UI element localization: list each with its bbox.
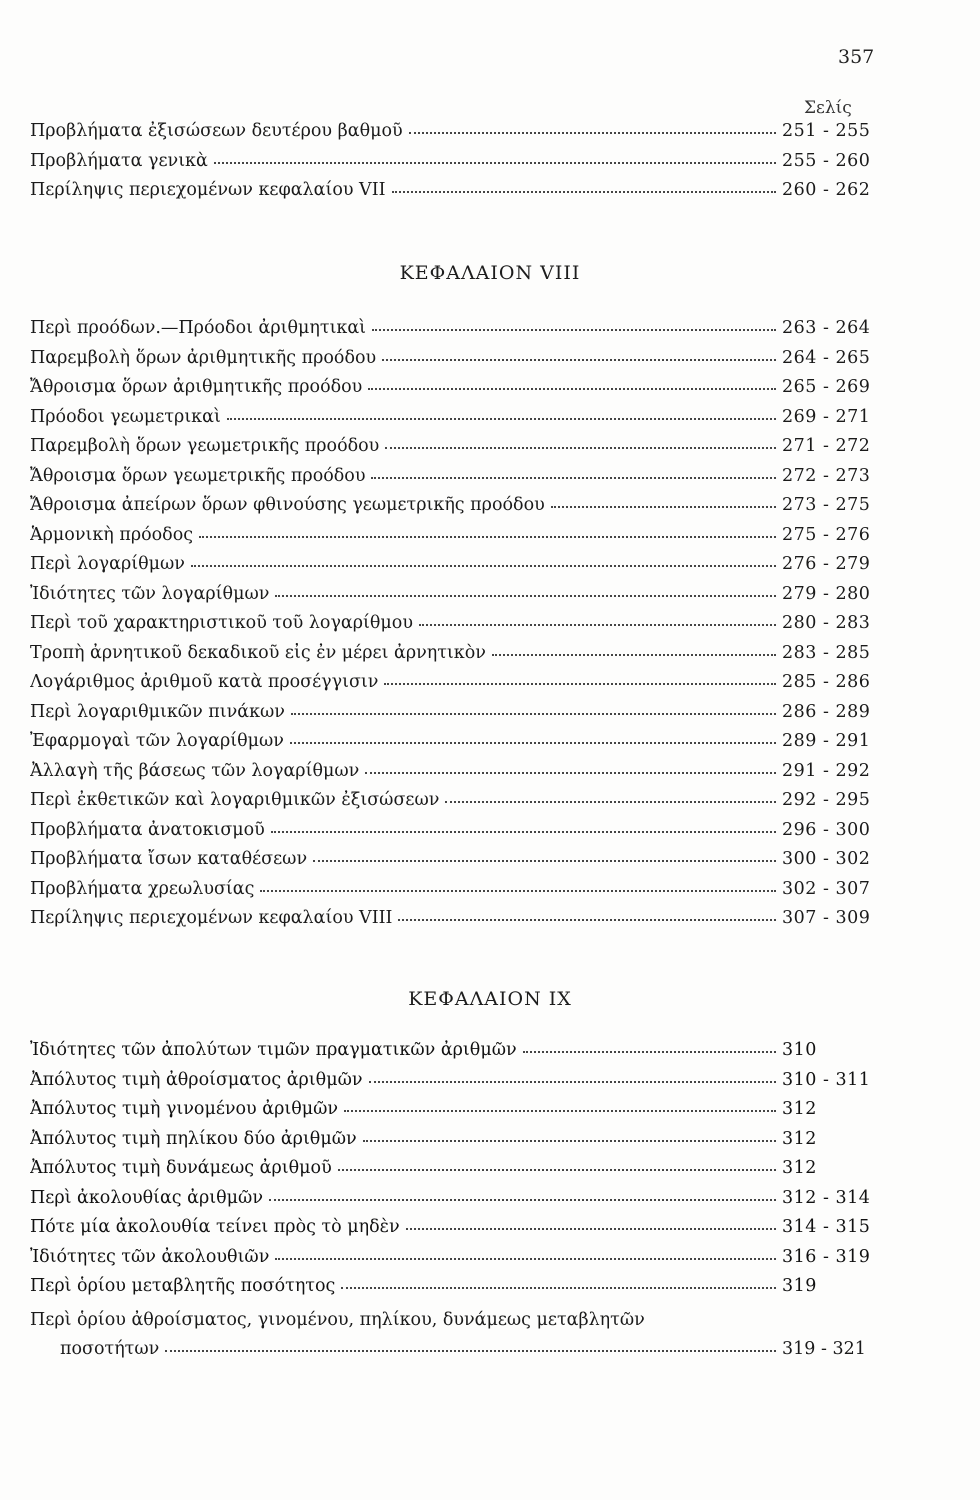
toc-entry bbox=[30, 436, 880, 466]
toc-entry-title: Ἰδιότητες τῶν ἀκολουθιῶν bbox=[30, 1246, 270, 1267]
toc-entry-pages: 310 - 311 bbox=[782, 1069, 871, 1090]
dot-leader bbox=[368, 388, 776, 390]
dot-leader bbox=[165, 1350, 776, 1352]
toc-entry-title: Ἰδιότητες τῶν λογαρίθμων bbox=[30, 583, 270, 604]
toc-entry bbox=[30, 1188, 880, 1218]
dot-leader bbox=[199, 536, 776, 538]
toc-entry bbox=[30, 849, 880, 879]
dot-leader bbox=[445, 801, 776, 803]
toc-entry-pages: 272 - 273 bbox=[782, 465, 871, 486]
toc-entry-pages: 286 - 289 bbox=[782, 701, 871, 722]
toc-entry-title: Προβλήματα ἐξισώσεων δευτέρου βαθμοῦ bbox=[30, 121, 403, 141]
toc-entry-pages: 307 - 309 bbox=[782, 908, 871, 928]
toc-entry-pages: 319 - 321 bbox=[782, 1339, 866, 1359]
toc-entry-title: Περὶ ἀκολουθίας ἀριθμῶν bbox=[30, 1187, 263, 1208]
dot-leader bbox=[369, 1081, 777, 1083]
toc-entry bbox=[30, 121, 880, 151]
dot-leader bbox=[313, 860, 776, 862]
toc-entry-pages: 316 - 319 bbox=[782, 1246, 871, 1267]
dot-leader bbox=[275, 595, 776, 597]
toc-entry-title: Ἀπόλυτος τιμὴ ἀθροίσματος ἀριθμῶν bbox=[30, 1069, 363, 1090]
toc-entry bbox=[30, 1217, 880, 1247]
toc-entry-title: Παρεμβολὴ ὅρων γεωμετρικῆς προόδου bbox=[30, 436, 380, 456]
dot-leader bbox=[384, 683, 776, 685]
toc-section-chapter-7-end bbox=[30, 121, 880, 210]
toc-entry-title: Ἀλλαγὴ τῆς βάσεως τῶν λογαρίθμων bbox=[30, 760, 360, 781]
toc-entry-pages: 291 - 292 bbox=[782, 760, 871, 781]
toc-entry-title: Περὶ προόδων.—Πρόοδοι ἀριθμητικαὶ bbox=[30, 318, 367, 338]
toc-section-chapter-8 bbox=[30, 318, 880, 938]
toc-entry-pages: 289 - 291 bbox=[782, 731, 871, 751]
dot-leader bbox=[392, 191, 776, 193]
toc-entry-title: Περίληψις περιεχομένων κεφαλαίου VII bbox=[30, 180, 386, 200]
toc-entry-pages: 314 - 315 bbox=[782, 1217, 871, 1237]
toc-entry-title: Ἰδιότητες τῶν ἀπολύτων τιμῶν πραγματικῶν ἀριθμῶν bbox=[30, 1040, 517, 1060]
toc-entry-multiline bbox=[30, 1306, 880, 1365]
dot-leader bbox=[363, 1140, 776, 1142]
toc-entry-pages: 279 - 280 bbox=[782, 583, 871, 604]
toc-entry bbox=[30, 1040, 880, 1070]
toc-entry-pages: 264 - 265 bbox=[782, 347, 871, 368]
toc-entry-pages: 265 - 269 bbox=[782, 377, 871, 397]
toc-entry bbox=[30, 466, 880, 496]
toc-entry bbox=[30, 554, 880, 584]
dot-leader bbox=[523, 1051, 776, 1053]
toc-entry-title: Περίληψις περιεχομένων κεφαλαίου VIII bbox=[30, 908, 393, 928]
toc-entry bbox=[30, 879, 880, 909]
toc-entry-pages: 296 - 300 bbox=[782, 819, 871, 840]
toc-entry-title: Προβλήματα γενικὰ bbox=[30, 150, 208, 171]
toc-entry-pages: 312 bbox=[782, 1158, 817, 1178]
toc-entry bbox=[30, 1158, 880, 1188]
toc-entry-pages: 312 - 314 bbox=[782, 1187, 871, 1208]
toc-entry-title: Πότε μία ἀκολουθία τείνει πρὸς τὸ μηδὲν bbox=[30, 1217, 400, 1237]
toc-entry bbox=[30, 643, 880, 673]
toc-entry bbox=[30, 672, 880, 702]
toc-entry-title: Πρόοδοι γεωμετρικαὶ bbox=[30, 406, 221, 427]
toc-entry-title: Λογάριθμος ἀριθμοῦ κατὰ προσέγγισιν bbox=[30, 672, 379, 692]
toc-entry bbox=[30, 790, 880, 820]
toc-entry bbox=[30, 1247, 880, 1277]
toc-entry-title: Ἁρμονικὴ πρόοδος bbox=[30, 524, 194, 545]
toc-entry-title: Ἄθροισμα ὅρων γεωμετρικῆς προόδου bbox=[30, 465, 366, 486]
toc-entry-title: Τροπὴ ἀρνητικοῦ δεκαδικοῦ εἰς ἐν μέρει ἀρνητικὸν bbox=[30, 642, 486, 663]
toc-entry-title: Ἐφαρμογαὶ τῶν λογαρίθμων bbox=[30, 731, 284, 751]
toc-entry-title: Ἄθροισμα ἀπείρων ὅρων φθινούσης γεωμετρικῆς προόδου bbox=[30, 495, 545, 515]
toc-entry-pages: 300 - 302 bbox=[782, 849, 871, 869]
toc-entry-pages: 271 - 272 bbox=[782, 436, 871, 456]
dot-leader bbox=[275, 1258, 776, 1260]
page-number: 357 bbox=[838, 46, 875, 68]
toc-entry-pages: 312 bbox=[782, 1099, 817, 1119]
dot-leader bbox=[371, 477, 776, 479]
chapter-9-heading: ΚΕΦΑΛΑΙΟΝ IX bbox=[408, 988, 572, 1010]
toc-entry-pages: 319 bbox=[782, 1276, 817, 1296]
toc-entry-title: Περὶ τοῦ χαρακτηριστικοῦ τοῦ λογαρίθμου bbox=[30, 613, 413, 633]
toc-entry-pages: 312 bbox=[782, 1128, 817, 1149]
dot-leader bbox=[260, 890, 776, 892]
dot-leader bbox=[341, 1287, 776, 1289]
toc-section-chapter-9 bbox=[30, 1040, 880, 1365]
toc-entry-title-line2: ποσοτήτων bbox=[60, 1339, 160, 1359]
toc-entry bbox=[30, 1276, 880, 1306]
toc-entry-continuation bbox=[30, 1335, 880, 1365]
toc-entry-title: Περὶ λογαριθμικῶν πινάκων bbox=[30, 701, 285, 722]
toc-entry bbox=[30, 495, 880, 525]
toc-entry bbox=[30, 151, 880, 181]
toc-entry bbox=[30, 731, 880, 761]
toc-entry-title: Περὶ ἐκθετικῶν καὶ λογαριθμικῶν ἐξισώσεων bbox=[30, 790, 440, 810]
toc-entry-pages: 276 - 279 bbox=[782, 554, 871, 574]
dot-leader bbox=[385, 447, 776, 449]
toc-entry bbox=[30, 525, 880, 555]
toc-entry-title: Παρεμβολὴ ὅρων ἀριθμητικῆς προόδου bbox=[30, 347, 377, 368]
toc-entry bbox=[30, 1099, 880, 1129]
chapter-8-heading: ΚΕΦΑΛΑΙΟΝ VIII bbox=[399, 262, 581, 284]
toc-entry-title: Ἀπόλυτος τιμὴ πηλίκου δύο ἀριθμῶν bbox=[30, 1128, 357, 1149]
pages-column-heading: Σελίς bbox=[804, 98, 852, 118]
dot-leader bbox=[409, 132, 776, 134]
toc-entry bbox=[30, 318, 880, 348]
toc-entry-title: Προβλήματα ἀνατοκισμοῦ bbox=[30, 819, 265, 840]
toc-entry-title: Ἀπόλυτος τιμὴ δυνάμεως ἀριθμοῦ bbox=[30, 1158, 332, 1178]
toc-entry-title: Προβλήματα ἴσων καταθέσεων bbox=[30, 849, 308, 869]
toc-entry-pages: 283 - 285 bbox=[782, 642, 871, 663]
dot-leader bbox=[290, 742, 776, 744]
dot-leader bbox=[227, 418, 776, 420]
toc-entry-title: Προβλήματα χρεωλυσίας bbox=[30, 878, 255, 899]
dot-leader bbox=[214, 162, 776, 164]
toc-entry bbox=[30, 613, 880, 643]
toc-entry bbox=[30, 820, 880, 850]
toc-entry-pages: 280 - 283 bbox=[782, 613, 871, 633]
toc-entry-title-line1: Περὶ ὁρίου ἀθροίσματος, γινομένου, πηλίκου, δυνάμεως μεταβλητῶν bbox=[30, 1309, 645, 1330]
toc-entry-pages: 275 - 276 bbox=[782, 524, 871, 545]
dot-leader bbox=[338, 1169, 776, 1171]
dot-leader bbox=[398, 919, 776, 921]
toc-entry-title: Περὶ λογαρίθμων bbox=[30, 554, 185, 574]
toc-entry bbox=[30, 761, 880, 791]
toc-entry-title: Ἄθροισμα ὅρων ἀριθμητικῆς προόδου bbox=[30, 377, 363, 397]
toc-entry-pages: 255 - 260 bbox=[782, 150, 871, 171]
dot-leader bbox=[344, 1110, 776, 1112]
dot-leader bbox=[492, 654, 776, 656]
toc-entry-pages: 260 - 262 bbox=[782, 180, 871, 200]
dot-leader bbox=[269, 1199, 776, 1201]
toc-entry bbox=[30, 407, 880, 437]
toc-entry-pages: 251 - 255 bbox=[782, 121, 871, 141]
toc-entry bbox=[30, 702, 880, 732]
dot-leader bbox=[191, 565, 776, 567]
toc-entry-pages: 263 - 264 bbox=[782, 318, 871, 338]
toc-entry bbox=[30, 1070, 880, 1100]
dot-leader bbox=[372, 329, 776, 331]
toc-entry-title: Περὶ ὁρίου μεταβλητῆς ποσότητος bbox=[30, 1276, 336, 1296]
toc-entry-pages: 269 - 271 bbox=[782, 406, 871, 427]
toc-entry bbox=[30, 377, 880, 407]
toc-entry-pages: 302 - 307 bbox=[782, 878, 871, 899]
dot-leader bbox=[419, 624, 776, 626]
dot-leader bbox=[551, 506, 776, 508]
toc-entry-pages: 273 - 275 bbox=[782, 495, 871, 515]
toc-entry bbox=[30, 180, 880, 210]
toc-entry-pages: 285 - 286 bbox=[782, 672, 871, 692]
dot-leader bbox=[271, 831, 776, 833]
dot-leader bbox=[382, 359, 776, 361]
toc-entry-pages: 310 bbox=[782, 1040, 817, 1060]
toc-entry bbox=[30, 908, 880, 938]
dot-leader bbox=[406, 1228, 776, 1230]
toc-entry bbox=[30, 348, 880, 378]
toc-entry-title: Ἀπόλυτος τιμὴ γινομένου ἀριθμῶν bbox=[30, 1099, 339, 1119]
toc-entry bbox=[30, 584, 880, 614]
dot-leader bbox=[365, 772, 776, 774]
dot-leader bbox=[291, 713, 776, 715]
toc-entry bbox=[30, 1129, 880, 1159]
toc-entry-pages: 292 - 295 bbox=[782, 790, 871, 810]
